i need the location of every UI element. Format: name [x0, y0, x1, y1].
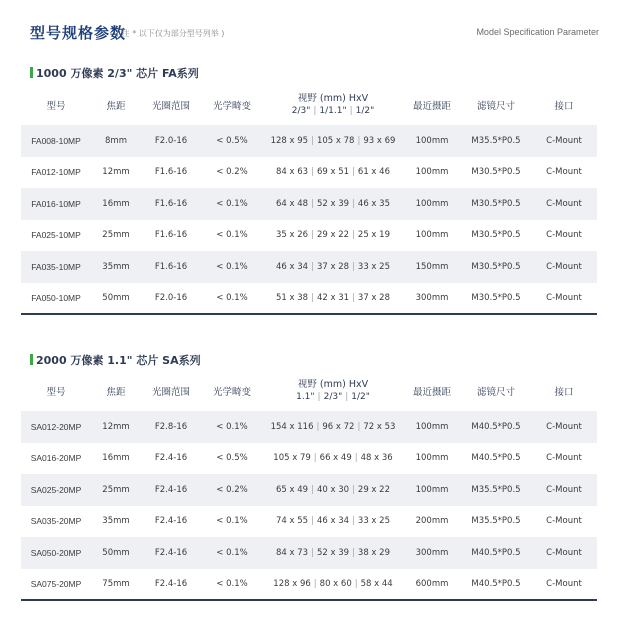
- divider: |: [349, 106, 353, 116]
- cell-focal: 25mm: [102, 230, 130, 241]
- col-header-filter: 滤镜尺寸: [476, 387, 515, 398]
- cell-model: SA016-20MP: [30, 453, 82, 464]
- fov-value: 105 x 78: [316, 135, 355, 146]
- divider: |: [357, 421, 361, 432]
- cell-filter: M40.5*P0.5: [461, 411, 531, 443]
- header-row: [21, 85, 597, 125]
- cell-filter: M30.5*P0.5: [461, 188, 531, 220]
- cell-distortion: < 0.1%: [201, 188, 263, 220]
- fov-value: 25 x 19: [357, 230, 390, 241]
- cell-fov: [263, 537, 403, 569]
- table-row: [21, 220, 597, 252]
- cell-model: FA050-10MP: [21, 283, 91, 315]
- page-note: ( 注 * 以下仅为部分型号列举 ): [116, 29, 225, 38]
- fov-value: 37 x 28: [316, 261, 350, 272]
- cell-filter: M40.5*P0.5: [471, 453, 521, 464]
- col-header-distortion: 光学畸变: [212, 101, 251, 112]
- fov-value: 46 x 35: [357, 198, 390, 209]
- cell-aperture: F2.4-16: [141, 569, 201, 601]
- page-header: [30, 22, 599, 44]
- cell-aperture: F2.4-16: [141, 537, 201, 569]
- fov-header-label: 视野 (mm) HxV: [297, 93, 369, 104]
- section-title-sa: 2000 万像素 1.1" 芯片 SA系列: [30, 352, 201, 366]
- cell-aperture: F1.6-16: [154, 167, 188, 178]
- cell-fov: [263, 220, 403, 252]
- cell-distortion: < 0.1%: [216, 230, 248, 241]
- divider: |: [311, 484, 314, 495]
- divider: |: [313, 453, 317, 464]
- header-row: [21, 371, 597, 411]
- fov-sensor-size: 2/3": [323, 392, 343, 402]
- divider: |: [313, 106, 317, 116]
- cell-distortion: < 0.1%: [201, 569, 263, 601]
- fov-header-label: 视野 (mm) HxV: [297, 379, 369, 390]
- cell-filter: M30.5*P0.5: [461, 251, 531, 283]
- table-row: [21, 569, 597, 601]
- divider: |: [357, 135, 361, 146]
- cell-filter: M40.5*P0.5: [461, 537, 531, 569]
- divider: |: [354, 578, 358, 589]
- cell-filter: M40.5*P0.5: [461, 569, 531, 601]
- cell-min-distance: 300mm: [403, 537, 461, 569]
- col-header-fov: [263, 371, 403, 411]
- divider: |: [352, 198, 355, 209]
- fov-value: 65 x 49: [276, 484, 309, 495]
- fov-value: 29 x 22: [357, 484, 390, 495]
- fov-value: 48 x 36: [360, 453, 393, 464]
- cell-min-distance: 150mm: [403, 251, 461, 283]
- cell-filter: M30.5*P0.5: [461, 283, 531, 315]
- table-row: [21, 411, 597, 443]
- cell-fov: [263, 188, 403, 220]
- cell-filter: M30.5*P0.5: [471, 230, 521, 241]
- cell-min-distance: 100mm: [403, 125, 461, 157]
- cell-mount: C-Mount: [531, 474, 597, 506]
- fov-sensor-size: 1.1": [296, 392, 315, 402]
- fov-value: 93 x 69: [363, 135, 396, 146]
- cell-min-distance: 100mm: [415, 453, 449, 464]
- table-row: [21, 474, 597, 506]
- cell-mount: C-Mount: [546, 516, 582, 527]
- cell-distortion: < 0.1%: [201, 251, 263, 283]
- table-row: [21, 251, 597, 283]
- divider: |: [352, 167, 355, 178]
- fov-value: 35 x 26: [276, 230, 309, 241]
- section-title-fa: 1000 万像素 2/3" 芯片 FA系列: [30, 65, 199, 79]
- cell-aperture: F2.8-16: [141, 411, 201, 443]
- cell-model: FA025-10MP: [31, 230, 81, 241]
- cell-aperture: F1.6-16: [154, 230, 188, 241]
- cell-distortion: < 0.1%: [216, 516, 248, 527]
- divider: |: [311, 292, 314, 303]
- cell-aperture: F1.6-16: [141, 188, 201, 220]
- cell-distortion: < 0.1%: [201, 537, 263, 569]
- cell-fov: [263, 569, 403, 601]
- cell-distortion: < 0.2%: [201, 474, 263, 506]
- cell-distortion: < 0.1%: [201, 411, 263, 443]
- fov-value: 40 x 30: [316, 484, 350, 495]
- fov-sensor-size: 2/3": [291, 106, 311, 116]
- divider: |: [313, 578, 317, 589]
- cell-min-distance: 200mm: [415, 516, 449, 527]
- cell-focal: 75mm: [91, 569, 141, 601]
- cell-mount: C-Mount: [531, 537, 597, 569]
- divider: |: [352, 261, 355, 272]
- table-row: [21, 125, 597, 157]
- fov-sensor-sizes: [263, 105, 403, 118]
- cell-distortion: < 0.5%: [201, 125, 263, 157]
- cell-min-distance: 100mm: [403, 474, 461, 506]
- page-title: 型号规格参数: [30, 24, 127, 42]
- cell-mount: C-Mount: [531, 251, 597, 283]
- cell-distortion: < 0.2%: [216, 167, 248, 178]
- fov-value: 42 x 31: [316, 292, 350, 303]
- section-accent-bar: [30, 354, 33, 365]
- cell-filter: M35.5*P0.5: [461, 125, 531, 157]
- fov-value: 33 x 25: [357, 516, 390, 527]
- cell-filter: M35.5*P0.5: [471, 516, 521, 527]
- spec-table-sa: [21, 371, 597, 601]
- divider: |: [311, 547, 314, 558]
- table-row: [21, 443, 597, 475]
- fov-value: 84 x 73: [276, 547, 309, 558]
- fov-value: 69 x 51: [316, 167, 350, 178]
- col-header-fov: [263, 85, 403, 125]
- cell-mount: C-Mount: [546, 230, 582, 241]
- cell-focal: 8mm: [91, 125, 141, 157]
- table-row: [21, 537, 597, 569]
- cell-fov: [263, 474, 403, 506]
- table-row: [21, 506, 597, 538]
- cell-fov: [263, 157, 403, 189]
- cell-model: SA012-20MP: [21, 411, 91, 443]
- cell-min-distance: 600mm: [403, 569, 461, 601]
- fov-value: 33 x 25: [357, 261, 390, 272]
- divider: |: [311, 261, 314, 272]
- cell-distortion: < 0.1%: [201, 283, 263, 315]
- cell-min-distance: 300mm: [403, 283, 461, 315]
- table-row: [21, 188, 597, 220]
- fov-value: 64 x 48: [276, 198, 309, 209]
- fov-value: 84 x 63: [276, 167, 309, 178]
- cell-distortion: < 0.5%: [216, 453, 248, 464]
- divider: |: [352, 547, 355, 558]
- divider: |: [354, 453, 358, 464]
- cell-filter: M30.5*P0.5: [471, 167, 521, 178]
- cell-model: FA012-10MP: [31, 167, 81, 178]
- col-header-model: 型号: [46, 101, 66, 112]
- cell-focal: 35mm: [102, 516, 130, 527]
- cell-aperture: F2.4-16: [154, 516, 188, 527]
- col-header-focal: 焦距: [106, 387, 126, 398]
- fov-value: 37 x 28: [357, 292, 390, 303]
- fov-value: 66 x 49: [319, 453, 352, 464]
- divider: |: [311, 198, 314, 209]
- fov-value: 51 x 38: [276, 292, 309, 303]
- cell-filter: M35.5*P0.5: [461, 474, 531, 506]
- cell-aperture: F1.6-16: [141, 251, 201, 283]
- cell-min-distance: 100mm: [403, 411, 461, 443]
- fov-value: 46 x 34: [316, 516, 350, 527]
- fov-value: 128 x 95: [270, 135, 309, 146]
- cell-aperture: F2.0-16: [141, 283, 201, 315]
- col-header-aperture: 光圈范围: [151, 101, 190, 112]
- cell-aperture: F2.0-16: [141, 125, 201, 157]
- cell-model: SA050-20MP: [21, 537, 91, 569]
- cell-focal: 16mm: [102, 453, 130, 464]
- cell-fov: [263, 283, 403, 315]
- divider: |: [311, 167, 314, 178]
- cell-mount: C-Mount: [546, 453, 582, 464]
- fov-value: 52 x 39: [316, 198, 350, 209]
- fov-sensor-size: 1/1.1": [319, 106, 347, 116]
- divider: |: [311, 230, 314, 241]
- fov-sensor-size: 1/2": [351, 392, 370, 402]
- cell-min-distance: 100mm: [403, 188, 461, 220]
- cell-mount: C-Mount: [531, 188, 597, 220]
- col-header-min-distance: 最近摄距: [412, 387, 451, 398]
- cell-focal: 12mm: [91, 411, 141, 443]
- fov-value: 58 x 44: [360, 578, 393, 589]
- col-header-aperture: 光圈范围: [151, 387, 190, 398]
- section-accent-bar: [30, 67, 33, 78]
- fov-sensor-sizes: [263, 391, 403, 404]
- col-header-focal: 焦距: [106, 101, 126, 112]
- cell-fov: [263, 411, 403, 443]
- fov-value: 61 x 46: [357, 167, 390, 178]
- fov-value: 128 x 96: [273, 578, 311, 589]
- cell-fov: [263, 125, 403, 157]
- english-title: Model Specification Parameter: [476, 27, 599, 37]
- fov-value: 52 x 39: [316, 547, 350, 558]
- col-header-mount: 接口: [554, 101, 574, 112]
- cell-model: FA008-10MP: [21, 125, 91, 157]
- cell-mount: C-Mount: [531, 569, 597, 601]
- fov-value: 80 x 60: [319, 578, 352, 589]
- cell-fov: [263, 443, 403, 475]
- fov-value: 96 x 72: [322, 421, 355, 432]
- cell-min-distance: 100mm: [415, 230, 449, 241]
- fov-value: 74 x 55: [276, 516, 309, 527]
- spec-table-fa: [21, 85, 597, 315]
- col-header-min-distance: 最近摄距: [412, 101, 451, 112]
- cell-fov: [263, 506, 403, 538]
- cell-mount: C-Mount: [531, 283, 597, 315]
- cell-aperture: F2.4-16: [154, 453, 188, 464]
- col-header-model: 型号: [46, 387, 66, 398]
- col-header-filter: 滤镜尺寸: [476, 101, 515, 112]
- cell-focal: 12mm: [102, 167, 130, 178]
- divider: |: [352, 516, 355, 527]
- divider: |: [352, 230, 355, 241]
- fov-value: 46 x 34: [276, 261, 309, 272]
- divider: |: [317, 392, 321, 402]
- cell-focal: 50mm: [91, 283, 141, 315]
- cell-model: FA035-10MP: [21, 251, 91, 283]
- cell-model: FA016-10MP: [21, 188, 91, 220]
- fov-value: 105 x 79: [273, 453, 311, 464]
- cell-focal: 35mm: [91, 251, 141, 283]
- cell-aperture: F2.4-16: [141, 474, 201, 506]
- divider: |: [352, 292, 355, 303]
- cell-min-distance: 100mm: [415, 167, 449, 178]
- cell-focal: 50mm: [91, 537, 141, 569]
- divider: |: [316, 421, 320, 432]
- col-header-distortion: 光学畸变: [212, 387, 251, 398]
- cell-model: SA075-20MP: [21, 569, 91, 601]
- table-row: [21, 283, 597, 315]
- cell-model: SA025-20MP: [21, 474, 91, 506]
- col-header-mount: 接口: [554, 387, 574, 398]
- fov-value: 29 x 22: [316, 230, 350, 241]
- divider: |: [311, 516, 314, 527]
- divider: |: [311, 135, 314, 146]
- fov-value: 72 x 53: [363, 421, 396, 432]
- cell-focal: 16mm: [91, 188, 141, 220]
- fov-value: 38 x 29: [357, 547, 390, 558]
- divider: |: [352, 484, 355, 495]
- fov-sensor-size: 1/2": [355, 106, 375, 116]
- fov-value: 154 x 116: [270, 421, 314, 432]
- divider: |: [345, 392, 349, 402]
- cell-focal: 25mm: [91, 474, 141, 506]
- cell-model: SA035-20MP: [30, 516, 82, 527]
- table-row: [21, 157, 597, 189]
- cell-mount: C-Mount: [531, 125, 597, 157]
- cell-fov: [263, 251, 403, 283]
- cell-mount: C-Mount: [546, 167, 582, 178]
- cell-mount: C-Mount: [531, 411, 597, 443]
